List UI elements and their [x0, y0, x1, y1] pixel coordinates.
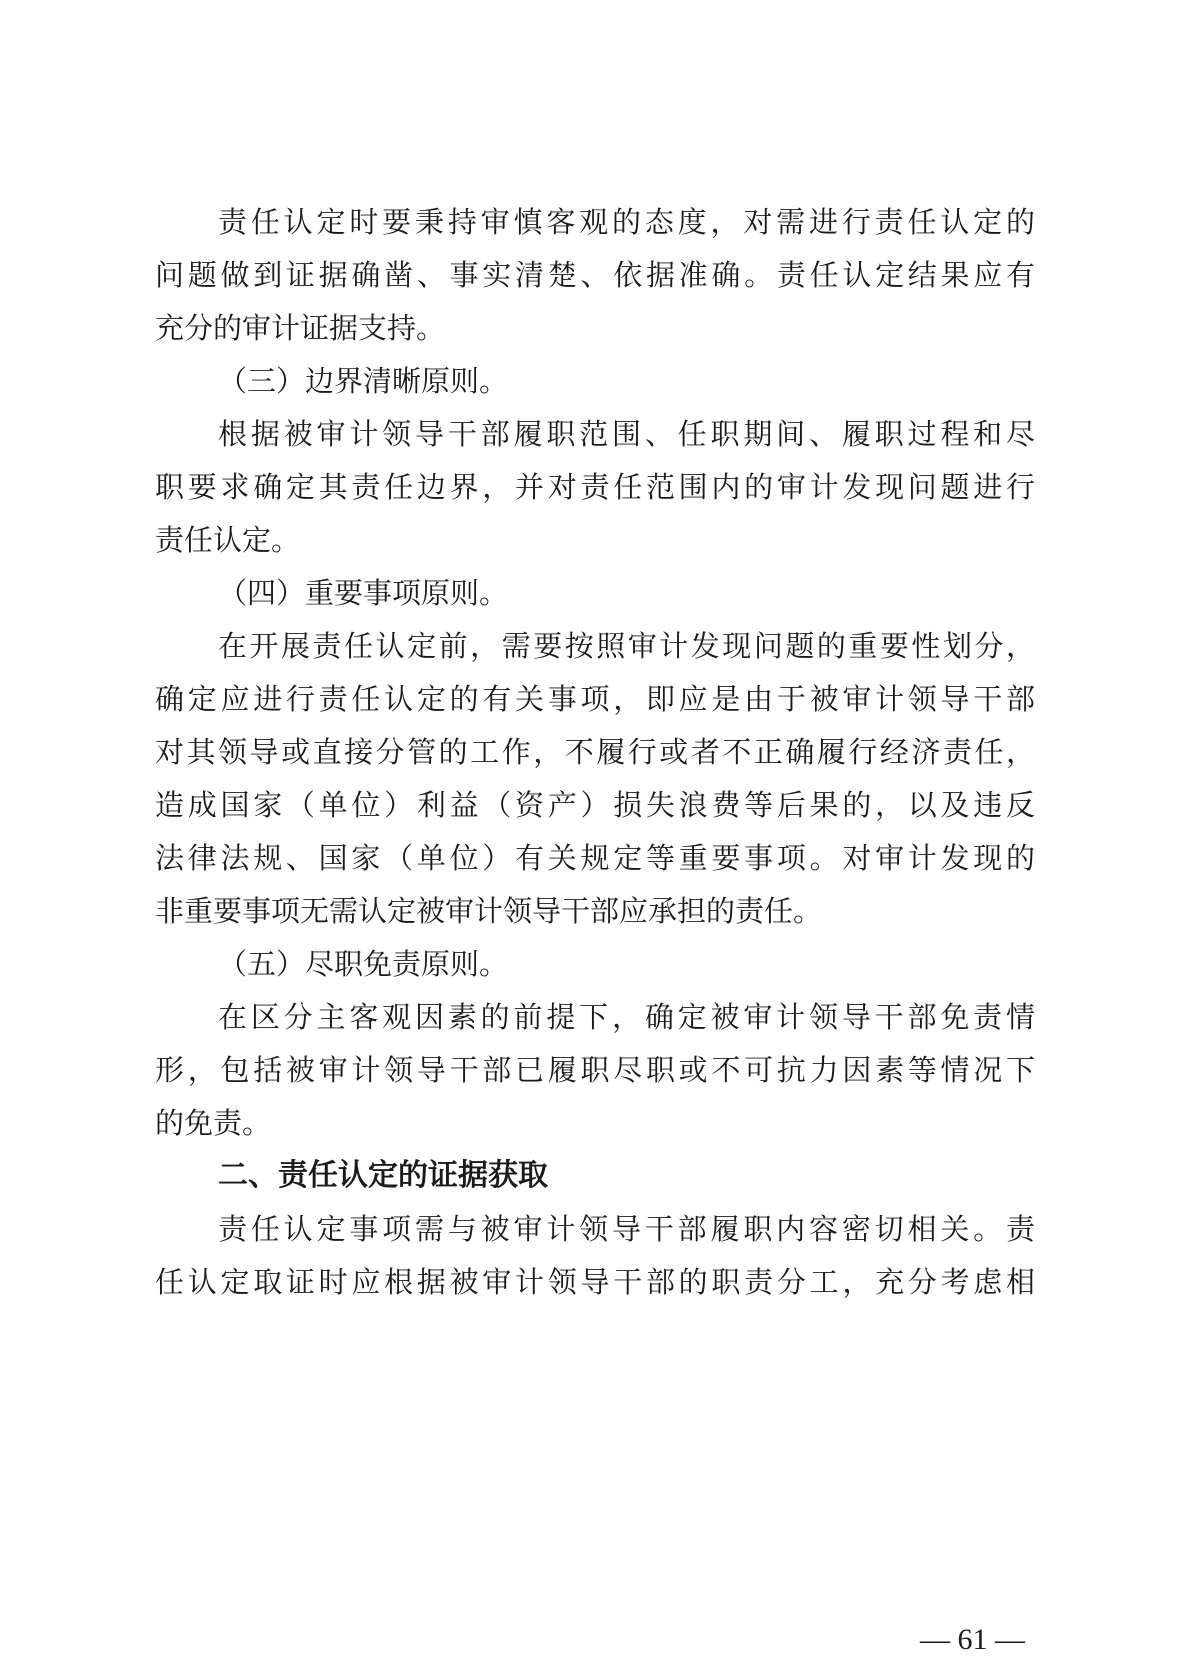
paragraph-line: 责任认定事项需与被审计领导干部履职内容密切相关。责 — [218, 1212, 1035, 1246]
paragraph-line: 职要求确定其责任边界，并对责任范围内的审计发现问题进行 — [155, 470, 1035, 504]
paragraph-line: 的免责。 — [155, 1106, 272, 1140]
paragraph-line: 责任认定。 — [155, 523, 301, 557]
paragraph-line: 对其领导或直接分管的工作，不履行或者不正确履行经济责任， — [155, 735, 1035, 769]
paragraph-line: 任认定取证时应根据被审计领导干部的职责分工，充分考虑相 — [155, 1265, 1035, 1299]
paragraph-line: 形，包括被审计领导干部已履职尽职或不可抗力因素等情况下 — [155, 1053, 1035, 1087]
section-subheading: （四）重要事项原则。 — [218, 576, 509, 610]
page-number: — 61 — — [920, 1623, 1025, 1656]
section-subheading: （五）尽职免责原则。 — [218, 947, 509, 981]
paragraph-line: 责任认定时要秉持审慎客观的态度，对需进行责任认定的 — [218, 205, 1035, 239]
paragraph-line: 非重要事项无需认定被审计领导干部应承担的责任。 — [155, 894, 823, 928]
paragraph-line: 问题做到证据确凿、事实清楚、依据准确。责任认定结果应有 — [155, 258, 1035, 292]
paragraph-line: 根据被审计领导干部履职范围、任职期间、履职过程和尽 — [218, 417, 1035, 451]
section-heading: 二、责任认定的证据获取 — [218, 1158, 548, 1193]
paragraph-line: 法律法规、国家（单位）有关规定等重要事项。对审计发现的 — [155, 841, 1035, 875]
paragraph-line: 造成国家（单位）利益（资产）损失浪费等后果的，以及违反 — [155, 788, 1035, 822]
paragraph-line: 在区分主客观因素的前提下，确定被审计领导干部免责情 — [218, 1000, 1035, 1034]
paragraph-line: 充分的审计证据支持。 — [155, 311, 446, 345]
paragraph-line: 在开展责任认定前，需要按照审计发现问题的重要性划分， — [218, 629, 1035, 663]
paragraph-line: 确定应进行责任认定的有关事项，即应是由于被审计领导干部 — [155, 682, 1035, 716]
section-subheading: （三）边界清晰原则。 — [218, 364, 509, 398]
